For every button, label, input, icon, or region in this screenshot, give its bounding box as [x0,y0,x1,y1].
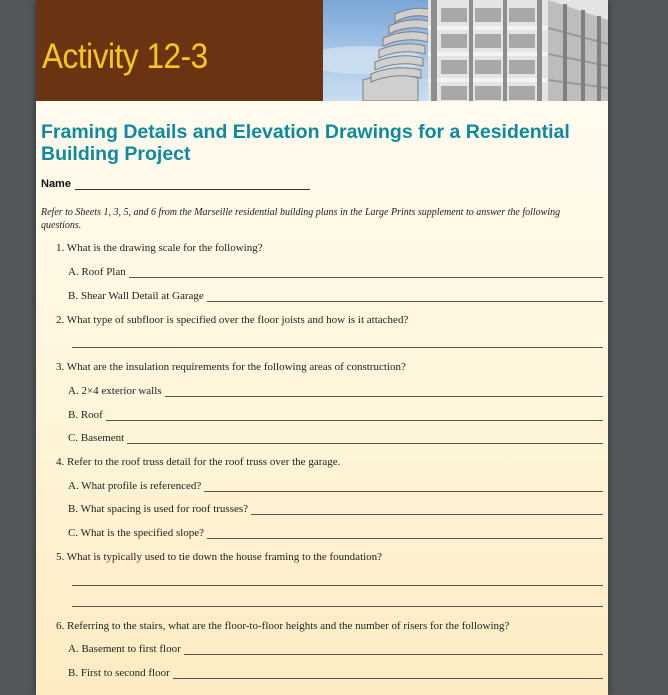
question-4: 4. Refer to the roof truss detail for the roof truss over the garage. [56,456,341,468]
answer-line[interactable] [72,585,603,586]
answer-line[interactable] [127,433,603,444]
instructions: Refer to Sheets 1, 3, 5, and 6 from the Marseille residential building plans in the Large Prints supplement to answer the following questions. [41,207,561,231]
answer-line[interactable] [106,410,603,421]
answer-line[interactable] [207,528,603,539]
question-3a: A. 2×4 exterior walls [68,385,603,397]
answer-line[interactable] [207,291,603,302]
worksheet-page [36,0,608,695]
name-label: Name [41,178,71,190]
question-6b: B. First to second floor [68,667,603,679]
question-3: 3. What are the insulation requirements for the following areas of construction? [56,361,406,373]
answer-line[interactable] [72,347,603,348]
activity-title: Activity 12-3 [42,37,208,76]
question-3b: B. Roof [68,409,603,421]
answer-line[interactable] [72,606,603,607]
question-6: 6. Referring to the stairs, what are the floor-to-floor heights and the number of risers for the following? [56,620,510,632]
question-4a: A. What profile is referenced? [68,480,603,492]
answer-line[interactable] [251,504,603,515]
answer-line[interactable] [204,481,603,492]
question-2: 2. What type of subfloor is specified over the floor joists and how is it attached? [56,314,409,326]
header-banner [36,0,608,101]
building-photo [323,0,608,101]
answer-line[interactable] [173,668,603,679]
question-1: 1. What is the drawing scale for the following? [56,242,263,254]
answer-line[interactable] [165,386,603,397]
question-3c: C. Basement [68,432,603,444]
question-4b: B. What spacing is used for roof trusses? [68,503,603,515]
question-1a: A. Roof Plan [68,266,603,278]
question-1b: B. Shear Wall Detail at Garage [68,290,603,302]
project-title: Framing Details and Elevation Drawings for a Residential Building Project [41,121,570,165]
question-4c: C. What is the specified slope? [68,527,603,539]
question-6a: A. Basement to first floor [68,643,603,655]
question-5: 5. What is typically used to tie down the house framing to the foundation? [56,551,383,563]
name-blank[interactable] [75,179,310,190]
banner-title-panel [36,0,323,101]
answer-line[interactable] [184,644,603,655]
answer-line[interactable] [129,267,603,278]
name-field [41,178,310,190]
